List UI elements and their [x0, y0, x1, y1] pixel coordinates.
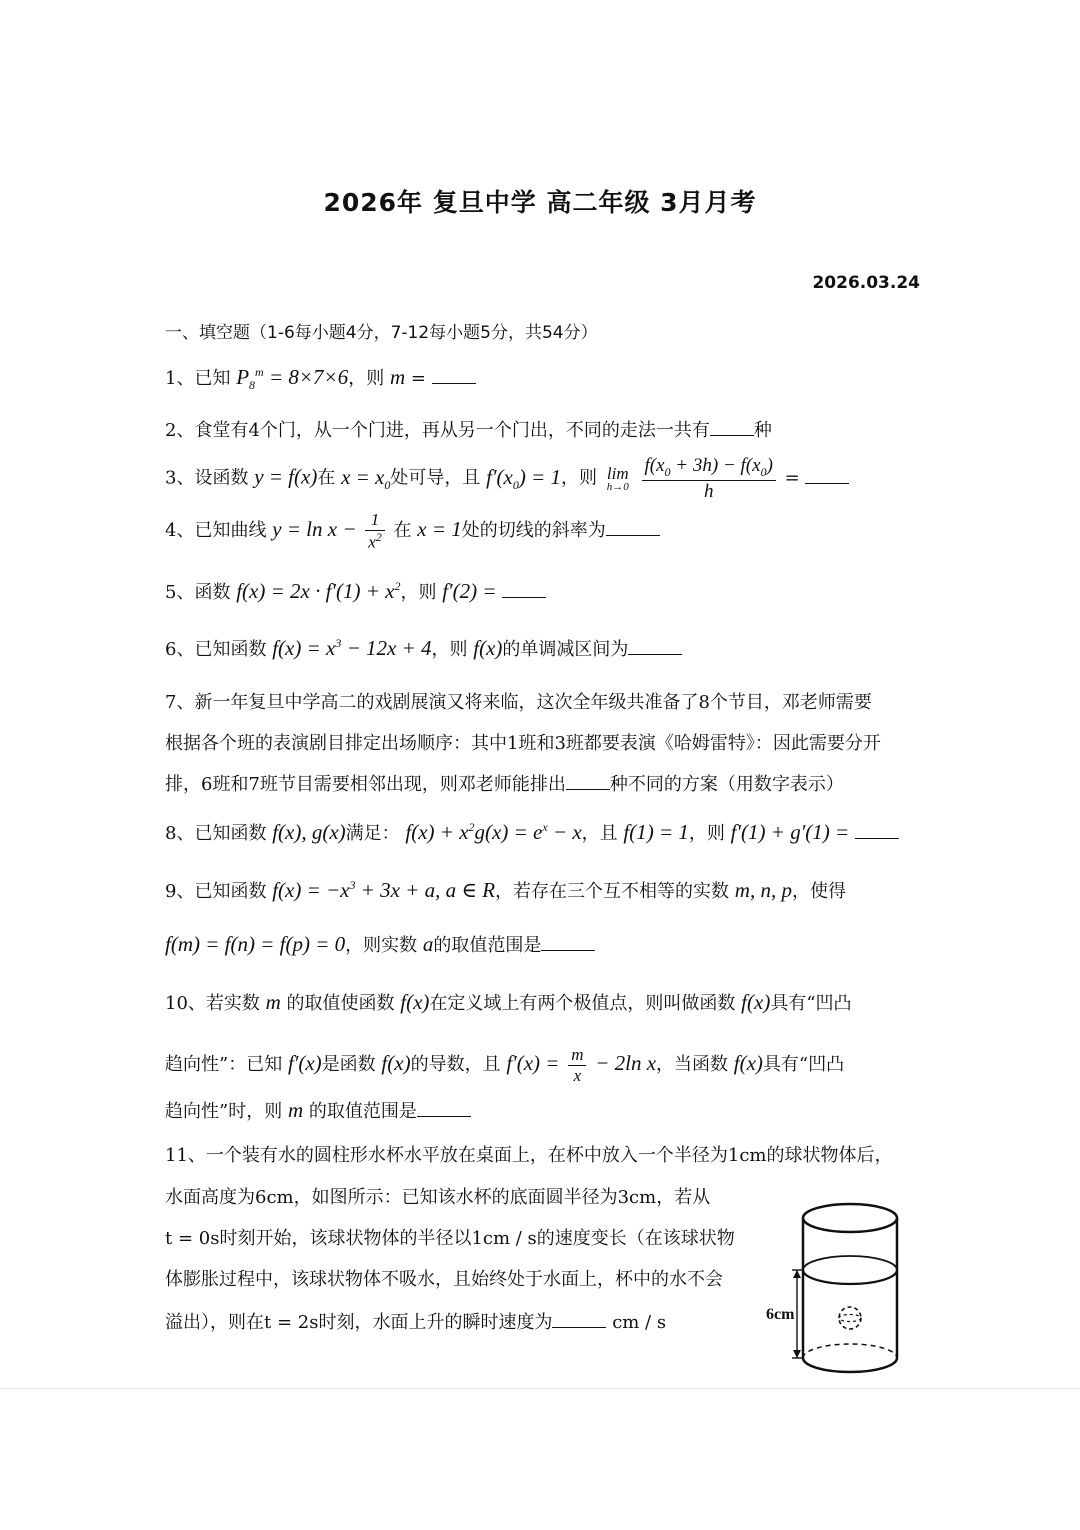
question-11-line-5 [165, 1308, 666, 1334]
q6-text-3: 的单调减区间为 [502, 639, 629, 660]
q10-fx-2: f(x) [741, 990, 771, 1014]
height-arrow-bottom [793, 1350, 801, 1358]
question-2 [165, 416, 772, 442]
q9-text-1: 已知函数 [194, 881, 267, 902]
q8-condition: f(1) = 1 [623, 820, 689, 844]
q10-fx-4: f(x) [733, 1051, 763, 1076]
q10-answer-blank[interactable] [417, 1116, 471, 1117]
question-11-line-4 [165, 1265, 723, 1291]
q4-point: x = 1 [417, 516, 462, 541]
q3-answer-blank[interactable] [805, 483, 849, 484]
q5-text-2: ，则 [400, 582, 437, 603]
question-3: 3、设函数 y = f(x)在 $x = x_0$处可导，且 $f'(x_0) = 1$，则 lim h→0 $\frac{f(x_0 + 3h) - f(x_0)}{h}$ = [165, 455, 849, 502]
q10-text-10: 趋向性”时，则 [165, 1101, 283, 1122]
q9-number: 9、 [165, 881, 195, 902]
q2-number: 2、 [165, 420, 195, 441]
q7-text-2: 根据各个班的表演剧目排定出场顺序：其中1班和3班都要表演《哈姆雷特》：因此需要分开 [165, 733, 881, 754]
section-heading: 一、填空题（1-6每小题4分，7-12每小题5分，共54分） [165, 323, 598, 343]
question-7-line-2 [165, 729, 881, 755]
q1-text-1: 已知 [194, 368, 231, 389]
q4-answer-blank[interactable] [606, 535, 660, 536]
q9-text-5: 的取值范围是 [433, 935, 542, 956]
q4-number: 4、 [165, 519, 195, 541]
q10-fx-3: f(x) [381, 1051, 411, 1076]
q11-text-2: 水面高度为6cm，如图所示：已知该水杯的底面圆半径为3cm，若从 [165, 1187, 711, 1208]
water-surface-front [803, 1270, 897, 1284]
q10-text-5: 趋向性”：已知 [165, 1054, 283, 1076]
q10-var-m: m [265, 990, 281, 1014]
q1-number: 1、 [165, 368, 195, 389]
q1-var-m: m [389, 365, 406, 389]
question-9-line-1 [165, 877, 846, 903]
q5-function: $f(x) = 2x \cdot f'(1) + x^2$ [236, 579, 401, 603]
q10-derivative: f′(x) = [506, 1051, 560, 1076]
q11-answer-blank[interactable] [552, 1327, 606, 1328]
q3-text-1: 设函数 [194, 467, 249, 489]
q7-number: 7、 [165, 692, 195, 713]
ball-sphere [839, 1307, 861, 1329]
question-6 [165, 635, 682, 661]
q8-text-2: 满足： [345, 823, 400, 844]
q8-equation: $f(x) + x^2g(x) = e^x - x$ [405, 820, 582, 844]
q5-text-1: 函数 [194, 582, 231, 603]
q9-text-3: ，使得 [791, 881, 846, 902]
q1-answer-blank[interactable] [432, 383, 476, 384]
q10-fraction: $\frac{m}{x}$ [568, 1045, 586, 1085]
q9-text-2: ，若存在三个互不相等的实数 [495, 881, 730, 902]
question-11-line-3 [165, 1224, 735, 1250]
question-8 [165, 819, 899, 845]
q8-answer-blank[interactable] [855, 838, 899, 839]
q2-text-1: 食堂有4个门，从一个门进，再从另一个门出，不同的走法一共有 [194, 420, 710, 441]
q10-text-6: 是函数 [321, 1054, 376, 1076]
q3-number: 3、 [165, 467, 195, 489]
q8-functions: f(x), g(x) [272, 820, 346, 844]
q3-fraction: $\frac{f(x_0 + 3h) - f(x_0)}{h}$ [642, 455, 776, 502]
q6-text-1: 已知函数 [194, 639, 267, 660]
question-5 [165, 578, 546, 604]
q5-number: 5、 [165, 582, 195, 603]
q8-text-3: ，且 [581, 823, 618, 844]
q3-text-4: ，则 [561, 467, 598, 489]
q6-text-2: ，则 [431, 639, 468, 660]
question-11-line-1 [165, 1141, 893, 1167]
q3-derivative: $f'(x_0) = 1$ [486, 464, 562, 492]
q6-answer-blank[interactable] [628, 654, 682, 655]
q5-answer-blank[interactable] [502, 597, 546, 598]
q6-function: $f(x) = x^3 - 12x + 4$ [272, 636, 432, 660]
question-7-line-3 [165, 770, 844, 796]
q10-text-3: 在定义域上有两个极值点，则叫做函数 [429, 993, 736, 1014]
q8-target: f′(1) + g′(1) = [730, 820, 850, 844]
q10-number: 10、 [165, 993, 206, 1014]
height-label: 6cm [766, 1306, 795, 1323]
q4-text-1: 已知曲线 [194, 519, 267, 541]
q4-text-3: 处的切线的斜率为 [461, 519, 606, 541]
q4-fraction: $\frac{1}{x^2}$ [365, 510, 385, 552]
q9-answer-blank[interactable] [541, 950, 595, 951]
water-surface-back [803, 1256, 897, 1270]
q11-text-5a: 溢出），则在t = 2s时刻，水面上升的瞬时速度为 [165, 1312, 553, 1333]
q3-point: $x = x_0$ [341, 464, 391, 492]
q9-vars: m, n, p [734, 878, 792, 902]
q11-text-4: 体膨胀过程中，该球状物体不吸水，且始终处于水面上，杯中的水不会 [165, 1269, 723, 1290]
q11-text-1: 一个装有水的圆柱形水杯水平放在桌面上，在杯中放入一个半径为1cm的球状物体后， [205, 1145, 893, 1166]
q9-function: $f(x) = -x^3 + 3x + a$, a ∈ R [272, 878, 496, 902]
q10-fx-1: f(x) [400, 990, 430, 1014]
q10-ln: − 2ln x [595, 1051, 657, 1076]
q8-text-1: 已知函数 [194, 823, 267, 844]
q6-fx: f(x) [473, 636, 503, 660]
q9-equation: f(m) = f(n) = f(p) = 0 [165, 932, 346, 956]
q5-target: f′(2) = [442, 579, 497, 603]
q7-text-3a: 排，6班和7班节目需要相邻出现，则邓老师能排出 [165, 774, 566, 795]
cup-bottom-front [803, 1358, 897, 1372]
q3-text-2: 在 [317, 467, 336, 489]
q6-number: 6、 [165, 639, 195, 660]
question-1: 1、已知 $P_8^m = 8\times 7\times 6$，则 m = [165, 364, 476, 393]
q10-text-8: ，当函数 [656, 1054, 729, 1076]
q3-text-3: 处可导，且 [390, 467, 481, 489]
question-10-line-1 [165, 989, 852, 1015]
q8-text-4: ，则 [688, 823, 725, 844]
q10-var-m-2: m [287, 1098, 304, 1122]
q3-function: y = f(x) [254, 464, 318, 489]
page-bottom-divider [0, 1388, 1080, 1389]
q11-number: 11、 [165, 1145, 206, 1166]
q2-text-2: 种 [753, 420, 772, 441]
q1-formula: $P_8^m = 8\times 7\times 6$ [236, 365, 349, 393]
q1-text-2: ，则 [348, 368, 385, 389]
q10-text-1: 若实数 [205, 993, 260, 1014]
question-10-line-2 [165, 1045, 844, 1085]
ball-equator [839, 1315, 861, 1322]
exam-date: 2026.03.24 [812, 273, 920, 293]
q10-text-4: 具有“凹凸 [770, 993, 852, 1014]
question-7-line-1 [165, 688, 872, 714]
cup-bottom-back [803, 1344, 897, 1358]
q9-var-a: a [422, 932, 434, 956]
q10-text-2: 的取值使函数 [286, 993, 395, 1014]
q11-text-5b: cm / s [612, 1312, 667, 1333]
q10-text-11: 的取值范围是 [308, 1101, 417, 1122]
q2-answer-blank[interactable] [710, 435, 754, 436]
q3-limit: lim h→0 [606, 463, 629, 493]
q7-text-3b: 种不同的方案（用数字表示） [609, 774, 844, 795]
height-arrow-top [793, 1270, 801, 1278]
q11-text-3: t = 0s时刻开始，该球状物体的半径以1cm / s的速度变长（在该球状物 [165, 1228, 735, 1249]
q7-answer-blank[interactable] [566, 789, 610, 790]
q4-curve: y = ln x − [272, 516, 357, 541]
question-10-line-3 [165, 1097, 471, 1123]
question-9-line-2 [165, 931, 595, 957]
q9-text-4: ，则实数 [345, 935, 418, 956]
cylinder-figure [764, 1196, 914, 1381]
exam-title: 2026年 复旦中学 高二年级 3月月考 [323, 188, 757, 217]
q10-text-9: 具有“凹凸 [762, 1054, 845, 1076]
q8-number: 8、 [165, 823, 195, 844]
q10-fprime-1: f′(x) [287, 1051, 322, 1076]
q4-text-2: 在 [393, 519, 412, 541]
cup-top-ellipse [803, 1204, 897, 1232]
question-11-line-2 [165, 1183, 710, 1209]
question-4 [165, 510, 660, 552]
q10-text-7: 的导数，且 [410, 1054, 501, 1076]
q7-text-1: 新一年复旦中学高二的戏剧展演又将来临，这次全年级共准备了8个节目，邓老师需要 [194, 692, 872, 713]
